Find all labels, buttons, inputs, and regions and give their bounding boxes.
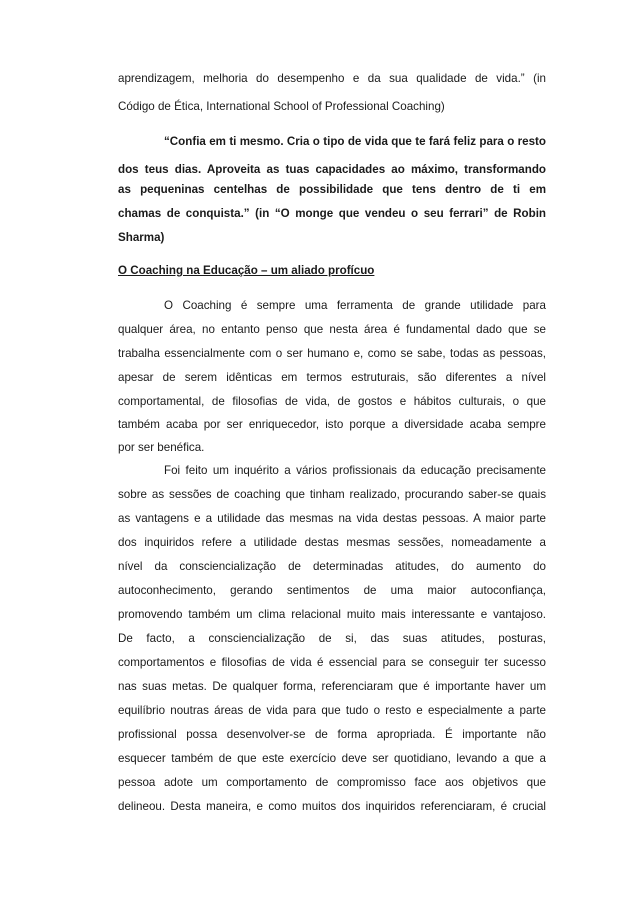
text-line: sobre as sessões de coaching que tinham realizado, procurando saber-se quais bbox=[118, 488, 546, 501]
text-line: aprendizagem, melhoria do desempenho e da sua qualidade de vida.” (in bbox=[118, 72, 546, 85]
quote-line: chamas de conquista.” (in “O monge que vendeu o seu ferrari” de Robin bbox=[118, 207, 546, 220]
text-line: qualquer área, no entanto penso que nesta área é fundamental dado que se bbox=[118, 323, 546, 336]
text-line: esquecer também de que este exercício deve ser quotidiano, levando a que a bbox=[118, 752, 546, 765]
quote-line: Sharma) bbox=[118, 231, 165, 244]
text-line: também acaba por ser enriquecedor, isto porque a diversidade acaba sempre bbox=[118, 418, 546, 431]
text-line: delineou. Desta maneira, e como muitos dos inquiridos referenciaram, é crucial bbox=[118, 800, 546, 813]
text-line: trabalha essencialmente com o ser humano e, como se sabe, todas as pessoas, bbox=[118, 347, 546, 360]
text-line: apesar de serem idênticas em termos estruturais, são diferentes a nível bbox=[118, 371, 546, 384]
quote-line: “Confia em ti mesmo. Cria o tipo de vida que te fará feliz para o resto bbox=[164, 135, 546, 148]
text-line: profissional possa desenvolver-se de forma apropriada. É importante não bbox=[118, 728, 546, 741]
quote-line: as pequeninas centelhas de possibilidade que tens dentro de ti em bbox=[118, 183, 546, 196]
text-line: promovendo também um clima relacional muito mais interessante e vantajoso. bbox=[118, 608, 546, 621]
text-line: Foi feito um inquérito a vários profissionais da educação precisamente bbox=[164, 464, 546, 477]
text-line: dos inquiridos refere a utilidade destas mesmas sessões, nomeadamente a bbox=[118, 536, 546, 549]
text-line: O Coaching é sempre uma ferramenta de grande utilidade para bbox=[164, 299, 546, 312]
quote-line: dos teus dias. Aproveita as tuas capacidades ao máximo, transformando bbox=[118, 163, 546, 176]
text-line: nas suas metas. De qualquer forma, referenciaram que é importante haver um bbox=[118, 680, 546, 693]
text-line: comportamental, de filosofias de vida, de gostos e hábitos culturais, o que bbox=[118, 395, 546, 408]
text-line: nível da consciencialização de determinadas atitudes, do aumento do bbox=[118, 560, 546, 573]
text-line: comportamentos e filosofias de vida é essencial para se conseguir ter sucesso bbox=[118, 656, 546, 669]
text-line: equilíbrio noutras áreas de vida para que tudo o resto e especialmente a parte bbox=[118, 704, 546, 717]
text-line: De facto, a consciencialização de si, das suas atitudes, posturas, bbox=[118, 632, 546, 645]
text-line: as vantagens e a utilidade das mesmas na vida destas pessoas. A maior parte bbox=[118, 512, 546, 525]
text-line: autoconhecimento, gerando sentimentos de uma maior autoconfiança, bbox=[118, 584, 546, 597]
text-line: Código de Ética, International School of Professional Coaching) bbox=[118, 100, 445, 113]
text-line: por ser benéfica. bbox=[118, 441, 205, 454]
text-line: pessoa adote um comportamento de compromisso face aos objetivos que bbox=[118, 776, 546, 789]
section-heading: O Coaching na Educação – um aliado profícuo bbox=[118, 264, 375, 277]
